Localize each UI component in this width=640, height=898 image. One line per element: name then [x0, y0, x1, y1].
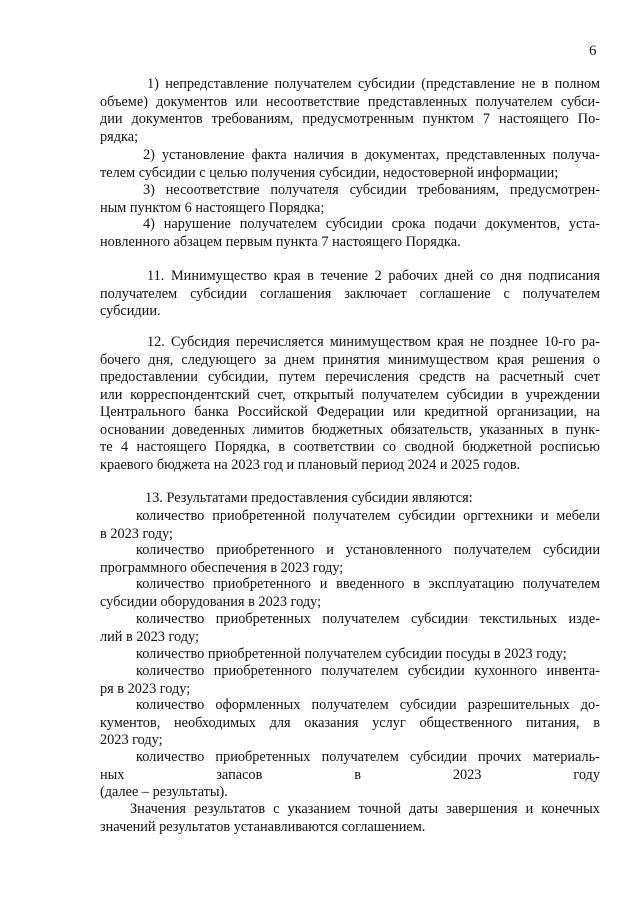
text-line: ным пунктом 6 настоящего Порядка;	[100, 199, 325, 216]
paragraph-final	[100, 801, 600, 836]
paragraph-result-6	[100, 663, 600, 698]
text-line: количество приобретенного и введенного в эксплуатацию получателем	[136, 576, 600, 592]
text-line: краевого бюджета на 2023 год и плановый период 2024 и 2025 годов.	[100, 456, 521, 473]
paragraph-item-2	[100, 147, 600, 182]
text-line: основании доведенных лимитов бюджетных обязательств, указанных в пунк-	[100, 421, 600, 438]
text-line: количество приобретенного получателем субсидии кухонного инвента-	[136, 663, 600, 679]
text-line: 12. Субсидия перечисляется минимуществом края не позднее 10-го ра-	[147, 334, 600, 350]
paragraph-clause-12	[100, 334, 600, 474]
text-line: 2023 году;	[100, 732, 163, 748]
text-line: 11. Минимущество края в течение 2 рабочих дней со дня подписания	[147, 268, 600, 284]
text-line: в 2023 году;	[100, 525, 173, 542]
text-line: количество приобретенных получателем субсидии прочих материаль-	[136, 749, 600, 765]
paragraph-item-4	[100, 216, 600, 251]
text-line: программного обеспечения в 2023 году;	[100, 559, 344, 576]
paragraph-result-7	[100, 697, 600, 750]
text-line: 4) нарушение получателем субсидии срока подачи документов, уста-	[143, 216, 600, 232]
paragraph-result-3	[100, 576, 600, 611]
text-line: (далее – результаты).	[100, 784, 228, 800]
text-line: объеме) документов или несоответствие представленных получателем субси-	[100, 93, 600, 110]
text-line: новленного абзацем первым пункта 7 настоящего Порядка.	[100, 233, 461, 250]
text-line: количество приобретенной получателем субсидии посуды в 2023 году;	[136, 646, 567, 662]
paragraph-result-1	[100, 508, 600, 543]
text-line: или корреспондентский счет, открытый получателем субсидии в учреждении	[100, 386, 600, 403]
text-line: ря в 2023 году;	[100, 680, 191, 697]
text-line: предоставлении субсидии, путем перечисления средств на расчетный счет	[100, 369, 600, 385]
text-line: кументов, необходимых для оказания услуг общественного питания, в	[100, 714, 600, 731]
paragraph-clause-11	[100, 268, 600, 321]
text-line: количество приобретенных получателем субсидии текстильных изде-	[136, 611, 600, 627]
text-line: 1) непредставление получателем субсидии (представление не в полном	[147, 76, 600, 92]
paragraph-result-4	[100, 611, 600, 646]
paragraph-result-8	[100, 749, 600, 802]
paragraph-result-2	[100, 542, 600, 577]
text-line: субсидии.	[100, 303, 161, 319]
text-line: количество приобретенной получателем субсидии оргтехники и мебели	[136, 508, 600, 524]
text-line: бочего дня, следующего за днем принятия минимуществом края решения о	[100, 351, 600, 368]
text-line: дии документов требованиям, предусмотренным пунктом 7 настоящего По-	[100, 111, 600, 127]
text-line: значений результатов устанавливаются соглашением.	[100, 818, 426, 835]
text-line: субсидии оборудования в 2023 году;	[100, 593, 322, 610]
text-line: Центрального банка Российской Федерации или кредитной организации, на	[100, 404, 600, 420]
text-line: 2) установление факта наличия в документах, представленных получа-	[143, 147, 600, 163]
paragraph-item-3	[100, 182, 600, 217]
text-line: те 4 настоящего Порядка, в соответствии со сводной бюджетной росписью	[100, 439, 600, 455]
text-line: 3) несоответствие получателя субсидии требованиям, предусмотрен-	[143, 182, 600, 198]
text-line: телем субсидии с целью получения субсидии, недостоверной информации;	[100, 164, 559, 181]
paragraph-item-1	[100, 76, 600, 146]
text-line: получателем субсидии соглашения заключает соглашение с получателем	[100, 285, 600, 302]
paragraph-result-5	[100, 646, 600, 664]
text-line: количество приобретенного и установленного получателем субсидии	[136, 542, 600, 558]
text-line: лий в 2023 году;	[100, 628, 199, 645]
text-line: рядка;	[100, 128, 139, 145]
text-line: количество оформленных получателем субсидии разрешительных до-	[136, 697, 600, 713]
text-line: Значения результатов с указанием точной даты завершения и конечных	[130, 801, 600, 817]
text-line: 13. Результатами предоставления субсидии являются:	[145, 490, 473, 506]
page-number: 6	[589, 43, 597, 59]
text-line: ных запасов в 2023 году	[100, 766, 600, 783]
paragraph-clause-13	[100, 490, 600, 508]
